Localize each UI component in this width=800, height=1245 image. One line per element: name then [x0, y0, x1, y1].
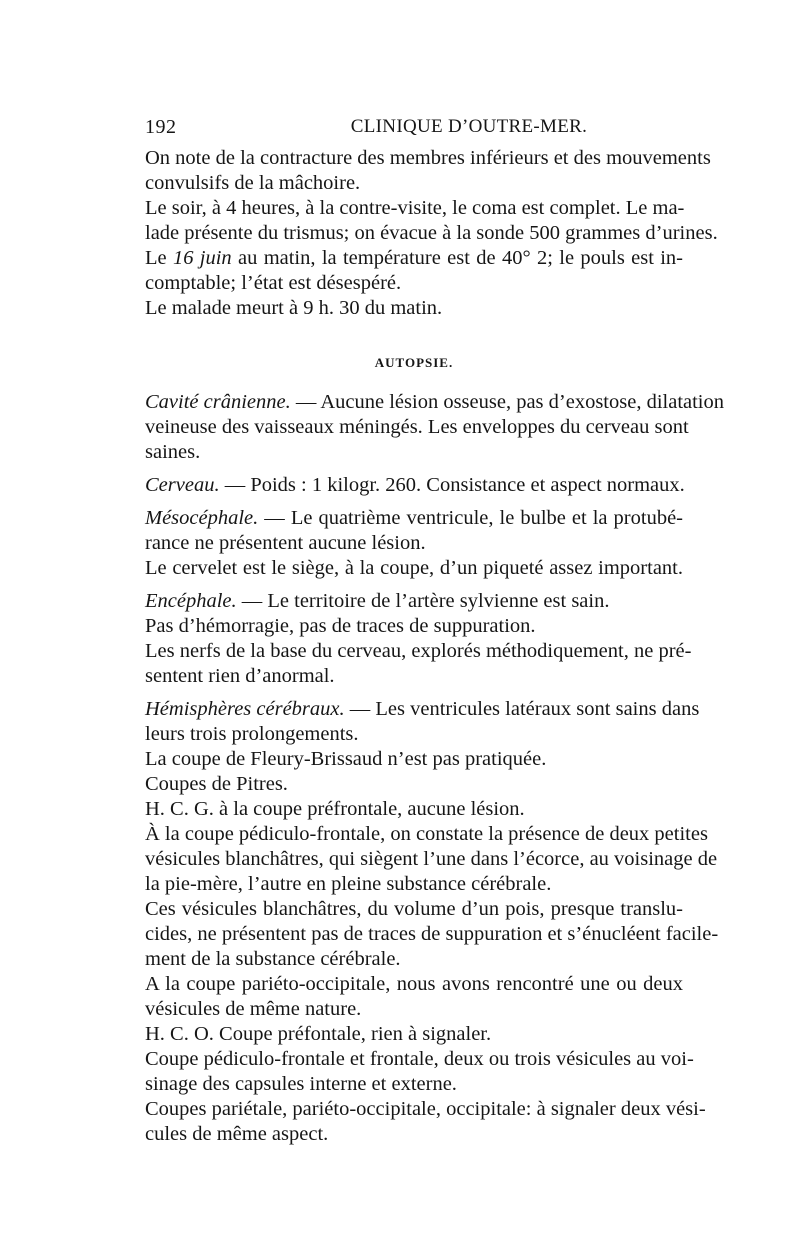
text-line: H. C. G. à la coupe préfrontale, aucune lésion.	[145, 798, 525, 820]
text-line: sinage des capsules interne et externe.	[145, 1073, 457, 1095]
subheading-italic: Encéphale.	[145, 590, 237, 612]
body-text	[145, 146, 725, 1147]
text-line: Coupes de Pitres.	[145, 773, 288, 795]
text-line: On note de la contracture des membres inférieurs et des mouvements	[145, 147, 711, 169]
text-line: la pie-mère, l’autre en pleine substance cérébrale.	[145, 873, 552, 895]
text-line: Le cervelet est le siège, à la coupe, d’un piqueté assez important.	[145, 557, 683, 579]
spacer	[145, 378, 683, 390]
text-line: convulsifs de la mâchoire.	[145, 172, 361, 194]
spacer	[145, 581, 683, 589]
text-line: comptable; l’état est désespéré.	[145, 272, 402, 294]
text-line: Pas d’hémorragie, pas de traces de suppuration.	[145, 615, 536, 637]
text-line	[145, 506, 683, 531]
spacer	[145, 465, 683, 473]
text-line	[145, 390, 725, 415]
text-line: veineuse des vaisseaux méningés. Les enveloppes du cerveau sont	[145, 416, 689, 438]
subheading-italic: Cavité crânienne.	[145, 391, 291, 413]
text-line	[145, 697, 700, 722]
spacer	[145, 321, 683, 348]
text-run: Le	[145, 247, 173, 269]
subheading-italic: Mésocéphale.	[145, 507, 259, 529]
subheading-italic: Cerveau.	[145, 474, 220, 496]
text-line	[145, 473, 683, 498]
text-line: Coupe pédiculo-frontale et frontale, deux ou trois vésicules au voi-	[145, 1048, 694, 1070]
text-line: La coupe de Fleury-Brissaud n’est pas pratiquée.	[145, 748, 547, 770]
text-line: vésicules de même nature.	[145, 998, 362, 1020]
spacer	[145, 689, 683, 697]
text-line: cides, ne présentent pas de traces de suppuration et s’énucléent facile-	[145, 923, 719, 945]
text-run: — Poids : 1 kilogr. 260. Consistance et aspect normaux.	[219, 474, 685, 496]
page-number: 192	[145, 116, 177, 138]
date-italic: 16 juin	[172, 247, 232, 269]
text-line: saines.	[145, 441, 201, 463]
text-run: — Les ventricules latéraux sont sains dans	[344, 698, 700, 720]
text-line: Coupes pariétale, pariéto-occipitale, occipitale: à signaler deux vési-	[145, 1098, 706, 1120]
text-line: cules de même aspect.	[145, 1123, 329, 1145]
text-line: rance ne présentent aucune lésion.	[145, 532, 426, 554]
text-run: — Aucune lésion osseuse, pas d’exostose, dilatation	[290, 391, 725, 413]
running-title: CLINIQUE D’OUTRE-MER.	[350, 116, 588, 137]
spacer	[145, 498, 683, 506]
text-line: Le soir, à 4 heures, à la contre-visite, le coma est complet. Le ma-	[145, 197, 685, 219]
section-title: AUTOPSIE.	[374, 355, 454, 370]
text-line: À la coupe pédiculo-frontale, on constate la présence de deux petites	[145, 823, 708, 845]
text-line	[145, 589, 683, 614]
text-run: au matin, la température est de 40° 2; le pouls est in-	[231, 247, 683, 269]
text-line: A la coupe pariéto-occipitale, nous avons rencontré une ou deux	[145, 973, 683, 995]
text-line: Le malade meurt à 9 h. 30 du matin.	[145, 297, 443, 319]
text-run: — Le quatrième ventricule, le bulbe et la protubé-	[258, 507, 683, 529]
subheading-italic: Hémisphères cérébraux.	[145, 698, 345, 720]
text-line: vésicules blanchâtres, qui siègent l’une dans l’écorce, au voisinage de	[145, 848, 718, 870]
text-line: leurs trois prolongements.	[145, 723, 359, 745]
text-line: H. C. O. Coupe préfontale, rien à signaler.	[145, 1023, 492, 1045]
text-line: lade présente du trismus; on évacue à la sonde 500 grammes d’urines.	[145, 222, 718, 244]
text-line: Ces vésicules blanchâtres, du volume d’un pois, presque translu-	[145, 898, 683, 920]
text-line: ment de la substance cérébrale.	[145, 948, 401, 970]
page-header	[145, 116, 683, 142]
text-run: — Le territoire de l’artère sylvienne est sain.	[236, 590, 610, 612]
text-line: sentent rien d’anormal.	[145, 665, 335, 687]
text-line	[145, 246, 683, 271]
text-line: Les nerfs de la base du cerveau, explorés méthodiquement, ne pré-	[145, 640, 692, 662]
